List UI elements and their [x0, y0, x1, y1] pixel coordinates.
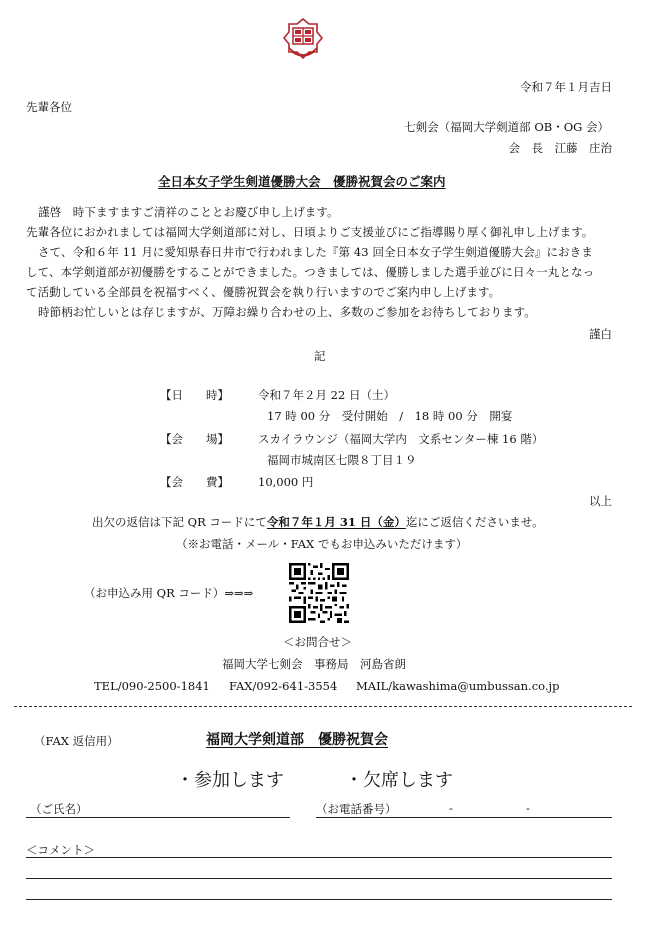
reply-prefix: 出欠の返信は下記 QR コードにて [92, 515, 267, 529]
date-value: 令和７年２月 22 日（土） [258, 388, 395, 402]
venue-address: 福岡市城南区七隈８丁目１９ [267, 453, 417, 467]
reply-instruction [92, 514, 544, 530]
phone-field-label: （お電話番号） [316, 802, 397, 816]
name-field-label: （ご氏名） [30, 802, 88, 816]
venue-value: スカイラウンジ（福岡大学内 文系センター棟 16 階） [258, 432, 544, 446]
reply-deadline: 令和７年１月 31 日（金） [266, 515, 406, 529]
body-line-5: て活動している全部員を祝福すべく、優勝祝賀会を執り行いますのでご案内申し上げます。 [26, 285, 501, 299]
body-line-1: 謹啓 時下ますますご清祥のこととお慶び申し上げます。 [38, 205, 339, 219]
body-line-2: 先輩各位におかれましては福岡大学剣道部に対し、日頃よりご支援並びにご指導賜り厚く御礼申し上げます。 [26, 225, 594, 239]
body-line-3: さて、令和６年 11 月に愛知県春日井市で行われました『第 43 回全日本女子学生剣道優勝大会』におきま [38, 245, 593, 259]
contact-office: 福岡大学七剣会 事務局 河島省朗 [222, 657, 406, 671]
sender-organization: 七剣会（福岡大学剣道部 OB・OG 会） [404, 120, 609, 134]
fax-reply-label: （FAX 返信用） [34, 734, 119, 748]
cut-line-divider [14, 706, 632, 707]
time-value: 17 時 00 分 受付開始 / 18 時 00 分 開宴 [267, 409, 513, 423]
ki-heading: 記 [314, 349, 326, 363]
phone-separator-2: - [526, 801, 530, 815]
date-label: 【日 時】 [160, 388, 229, 402]
closing-word: 謹白 [589, 327, 612, 341]
qr-code[interactable] [289, 563, 349, 623]
issue-date: 令和７年１月吉日 [520, 80, 612, 94]
absent-option[interactable]: ・欠席します [345, 770, 453, 791]
fee-value: 10,000 円 [258, 475, 314, 489]
reply-suffix: 迄にご返信くださいませ。 [405, 515, 544, 529]
qr-label: （お申込み用 QR コード）⇒⇒⇒ [84, 586, 254, 600]
body-line-4: して、本学剣道部が初優勝をすることができました。つきましては、優勝しました選手並びに日々一丸となっ [26, 265, 595, 279]
fee-label: 【会 費】 [160, 475, 229, 489]
ijou-closing: 以上 [589, 494, 612, 508]
phone-separator-1: - [449, 801, 453, 815]
phone-field[interactable] [316, 817, 612, 818]
contact-mail[interactable]: MAIL/kawashima@umbussan.co.jp [356, 679, 560, 693]
venue-label: 【会 場】 [160, 432, 229, 446]
attend-option[interactable]: ・参加します [176, 770, 284, 791]
body-line-6: 時節柄お忙しいとは存じますが、万障お繰り合わせの上、多数のご参加をお待ちしております。 [38, 305, 536, 319]
comment-label: ＜コメント＞ [26, 843, 95, 857]
comment-line-2[interactable] [26, 878, 612, 879]
contact-fax: FAX/092-641-3554 [229, 679, 338, 693]
document-title: 全日本女子学生剣道優勝大会 優勝祝賀会のご案内 [158, 174, 446, 189]
reply-note: （※お電話・メール・FAX でもお申込みいただけます） [176, 537, 468, 551]
comment-line-1[interactable] [26, 857, 612, 858]
contact-heading: ＜お問合せ＞ [283, 635, 352, 649]
name-field[interactable] [26, 817, 290, 818]
addressee: 先輩各位 [26, 100, 72, 114]
comment-line-3[interactable] [26, 899, 612, 900]
fax-form-title: 福岡大学剣道部 優勝祝賀会 [206, 732, 388, 748]
contact-tel: TEL/090-2500-1841 [94, 679, 210, 693]
sender-president: 会 長 江藤 庄治 [508, 141, 612, 155]
university-crest-logo [283, 18, 323, 62]
